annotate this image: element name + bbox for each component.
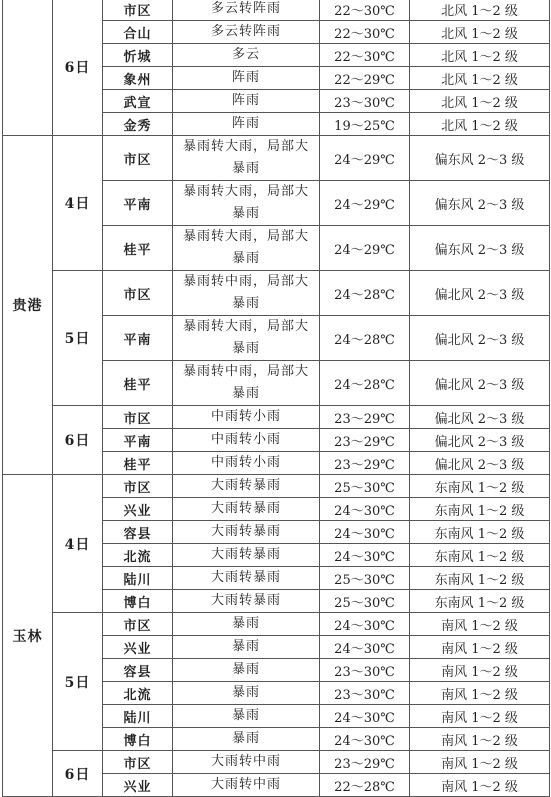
temperature-cell: 24～29℃: [320, 136, 410, 181]
weather-cell: [173, 44, 320, 67]
temperature-cell: 24～29℃: [320, 181, 410, 226]
county-cell: 市区: [103, 613, 173, 636]
county-cell: 市区: [103, 475, 173, 498]
weather-cell: [173, 636, 320, 659]
county-cell: 陆川: [103, 705, 173, 728]
wind-cell: 北风 1～2 级: [410, 90, 550, 113]
weather-cell: [173, 613, 320, 636]
wind-cell: 南风 1～2 级: [410, 636, 550, 659]
weather-cell: [173, 544, 320, 567]
weather-cell: [173, 452, 320, 475]
wind-cell: 北风 1～2 级: [410, 44, 550, 67]
wind-cell: 偏北风 2～3 级: [410, 452, 550, 475]
date-cell: 6日: [53, 751, 103, 797]
table-row: [3, 271, 550, 316]
table-row: [3, 475, 550, 498]
weather-cell: [173, 705, 320, 728]
temperature-cell: 25～30℃: [320, 590, 410, 613]
county-cell: 容县: [103, 659, 173, 682]
weather-text: 大雨转中雨: [210, 777, 281, 792]
wind-cell: 南风 1～2 级: [410, 659, 550, 682]
temperature-cell: 23～29℃: [320, 452, 410, 475]
weather-text: 暴雨转大雨，局部大暴雨: [182, 139, 309, 176]
temperature-cell: 22～30℃: [320, 0, 410, 21]
weather-text: 暴雨转大雨，局部大暴雨: [182, 319, 309, 356]
temperature-cell: 24～30℃: [320, 498, 410, 521]
county-cell: 博白: [103, 728, 173, 751]
county-cell: 桂平: [103, 452, 173, 475]
wind-cell: 北风 1～2 级: [410, 113, 550, 136]
weather-text: 阵雨: [231, 93, 260, 108]
temperature-cell: 22～30℃: [320, 21, 410, 44]
weather-text: 暴雨: [231, 662, 260, 677]
temperature-cell: 23～29℃: [320, 429, 410, 452]
weather-text: 多云: [231, 47, 260, 62]
county-cell: 合山: [103, 21, 173, 44]
wind-cell: 东南风 1～2 级: [410, 590, 550, 613]
table-row: [3, 136, 550, 181]
wind-cell: 东南风 1～2 级: [410, 567, 550, 590]
wind-cell: 南风 1～2 级: [410, 613, 550, 636]
weather-text: 暴雨: [231, 685, 260, 700]
wind-cell: 南风 1～2 级: [410, 728, 550, 751]
county-cell: 市区: [103, 271, 173, 316]
temperature-cell: 23～30℃: [320, 682, 410, 705]
weather-text: 大雨转暴雨: [210, 501, 281, 516]
weather-text: 大雨转暴雨: [210, 593, 281, 608]
county-cell: 市区: [103, 406, 173, 429]
temperature-cell: 24～28℃: [320, 361, 410, 406]
wind-cell: 北风 1～2 级: [410, 21, 550, 44]
weather-cell: [173, 67, 320, 90]
county-cell: 市区: [103, 751, 173, 774]
wind-cell: 东南风 1～2 级: [410, 475, 550, 498]
temperature-cell: 24～30℃: [320, 521, 410, 544]
weather-cell: [173, 567, 320, 590]
temperature-cell: 24～29℃: [320, 226, 410, 271]
date-cell: 6日: [53, 406, 103, 475]
weather-cell: [173, 406, 320, 429]
temperature-cell: 23～29℃: [320, 406, 410, 429]
wind-cell: 偏北风 2～3 级: [410, 316, 550, 361]
weather-text: 阵雨: [231, 116, 260, 131]
county-cell: 容县: [103, 521, 173, 544]
county-cell: 象州: [103, 67, 173, 90]
wind-cell: 偏东风 2～3 级: [410, 226, 550, 271]
wind-cell: 南风 1～2 级: [410, 705, 550, 728]
county-cell: 忻城: [103, 44, 173, 67]
weather-cell: [173, 90, 320, 113]
county-cell: 平南: [103, 429, 173, 452]
weather-cell: [173, 226, 320, 271]
date-cell: 6日: [53, 0, 103, 136]
weather-text: 暴雨转大雨，局部大暴雨: [182, 184, 309, 221]
wind-cell: 东南风 1～2 级: [410, 544, 550, 567]
temperature-cell: 22～29℃: [320, 67, 410, 90]
weather-text: 中雨转小雨: [210, 455, 281, 470]
county-cell: 市区: [103, 0, 173, 21]
weather-cell: [173, 361, 320, 406]
wind-cell: 南风 1～2 级: [410, 682, 550, 705]
temperature-cell: 23～29℃: [320, 751, 410, 774]
county-cell: 陆川: [103, 567, 173, 590]
table-row: [3, 751, 550, 774]
weather-text: 中雨转小雨: [210, 409, 281, 424]
temperature-cell: 24～30℃: [320, 613, 410, 636]
wind-cell: 东南风 1～2 级: [410, 521, 550, 544]
weather-text: 多云转阵雨: [210, 24, 281, 39]
weather-cell: [173, 728, 320, 751]
county-cell: 博白: [103, 590, 173, 613]
weather-text: 大雨转暴雨: [210, 570, 281, 585]
weather-text: 暴雨: [231, 639, 260, 654]
wind-cell: 偏北风 2～3 级: [410, 429, 550, 452]
temperature-cell: 24～30℃: [320, 636, 410, 659]
weather-text: 阵雨: [231, 70, 260, 85]
date-cell: 5日: [53, 613, 103, 751]
county-cell: 市区: [103, 136, 173, 181]
wind-cell: 东南风 1～2 级: [410, 498, 550, 521]
weather-cell: [173, 751, 320, 774]
county-cell: 桂平: [103, 226, 173, 271]
temperature-cell: 24～28℃: [320, 271, 410, 316]
temperature-cell: 24～30℃: [320, 705, 410, 728]
temperature-cell: 25～30℃: [320, 475, 410, 498]
weather-cell: [173, 682, 320, 705]
county-cell: 金秀: [103, 113, 173, 136]
forecast-table: [2, 0, 550, 797]
weather-text: 暴雨: [231, 731, 260, 746]
temperature-cell: 22～30℃: [320, 44, 410, 67]
temperature-cell: 19～25℃: [320, 113, 410, 136]
weather-text: 大雨转暴雨: [210, 547, 281, 562]
table-row: [3, 0, 550, 21]
table-row: [3, 613, 550, 636]
weather-cell: [173, 659, 320, 682]
city-cell: 贵港: [3, 136, 53, 475]
weather-cell: [173, 498, 320, 521]
temperature-cell: 25～30℃: [320, 567, 410, 590]
weather-text: 暴雨: [231, 708, 260, 723]
weather-cell: [173, 136, 320, 181]
temperature-cell: 23～30℃: [320, 90, 410, 113]
wind-cell: 偏北风 2～3 级: [410, 361, 550, 406]
weather-cell: [173, 0, 320, 21]
date-cell: 5日: [53, 271, 103, 406]
weather-cell: [173, 181, 320, 226]
weather-text: 中雨转小雨: [210, 432, 281, 447]
weather-cell: [173, 429, 320, 452]
wind-cell: 偏北风 2～3 级: [410, 406, 550, 429]
weather-cell: [173, 521, 320, 544]
temperature-cell: 24～30℃: [320, 544, 410, 567]
weather-text: 多云转阵雨: [210, 1, 281, 16]
temperature-cell: 24～30℃: [320, 728, 410, 751]
weather-cell: [173, 590, 320, 613]
county-cell: 平南: [103, 181, 173, 226]
county-cell: 平南: [103, 316, 173, 361]
county-cell: 兴业: [103, 636, 173, 659]
weather-text: 暴雨转大雨，局部大暴雨: [182, 229, 309, 266]
wind-cell: 偏东风 2～3 级: [410, 181, 550, 226]
weather-text: 大雨转中雨: [210, 754, 281, 769]
wind-cell: 偏北风 2～3 级: [410, 271, 550, 316]
date-cell: 4日: [53, 475, 103, 613]
weather-text: 大雨转暴雨: [210, 524, 281, 539]
weather-cell: [173, 113, 320, 136]
temperature-cell: 23～30℃: [320, 659, 410, 682]
weather-cell: [173, 271, 320, 316]
county-cell: 北流: [103, 682, 173, 705]
weather-cell: [173, 21, 320, 44]
county-cell: 桂平: [103, 361, 173, 406]
wind-cell: 偏东风 2～3 级: [410, 136, 550, 181]
weather-text: 大雨转暴雨: [210, 478, 281, 493]
weather-cell: [173, 774, 320, 797]
county-cell: 北流: [103, 544, 173, 567]
temperature-cell: 22～28℃: [320, 774, 410, 797]
weather-text: 暴雨: [231, 616, 260, 631]
county-cell: 武宣: [103, 90, 173, 113]
date-cell: 4日: [53, 136, 103, 271]
weather-cell: [173, 475, 320, 498]
county-cell: 兴业: [103, 498, 173, 521]
forecast-body: [3, 0, 550, 797]
city-cell: [3, 0, 53, 136]
county-cell: 兴业: [103, 774, 173, 797]
wind-cell: 南风 1～2 级: [410, 774, 550, 797]
wind-cell: 北风 1～2 级: [410, 0, 550, 21]
weather-text: 暴雨转中雨，局部大暴雨: [182, 274, 309, 311]
wind-cell: 北风 1～2 级: [410, 67, 550, 90]
weather-cell: [173, 316, 320, 361]
weather-text: 暴雨转中雨，局部大暴雨: [182, 364, 309, 401]
temperature-cell: 24～28℃: [320, 316, 410, 361]
wind-cell: 南风 1～2 级: [410, 751, 550, 774]
table-row: [3, 406, 550, 429]
city-cell: 玉林: [3, 475, 53, 797]
